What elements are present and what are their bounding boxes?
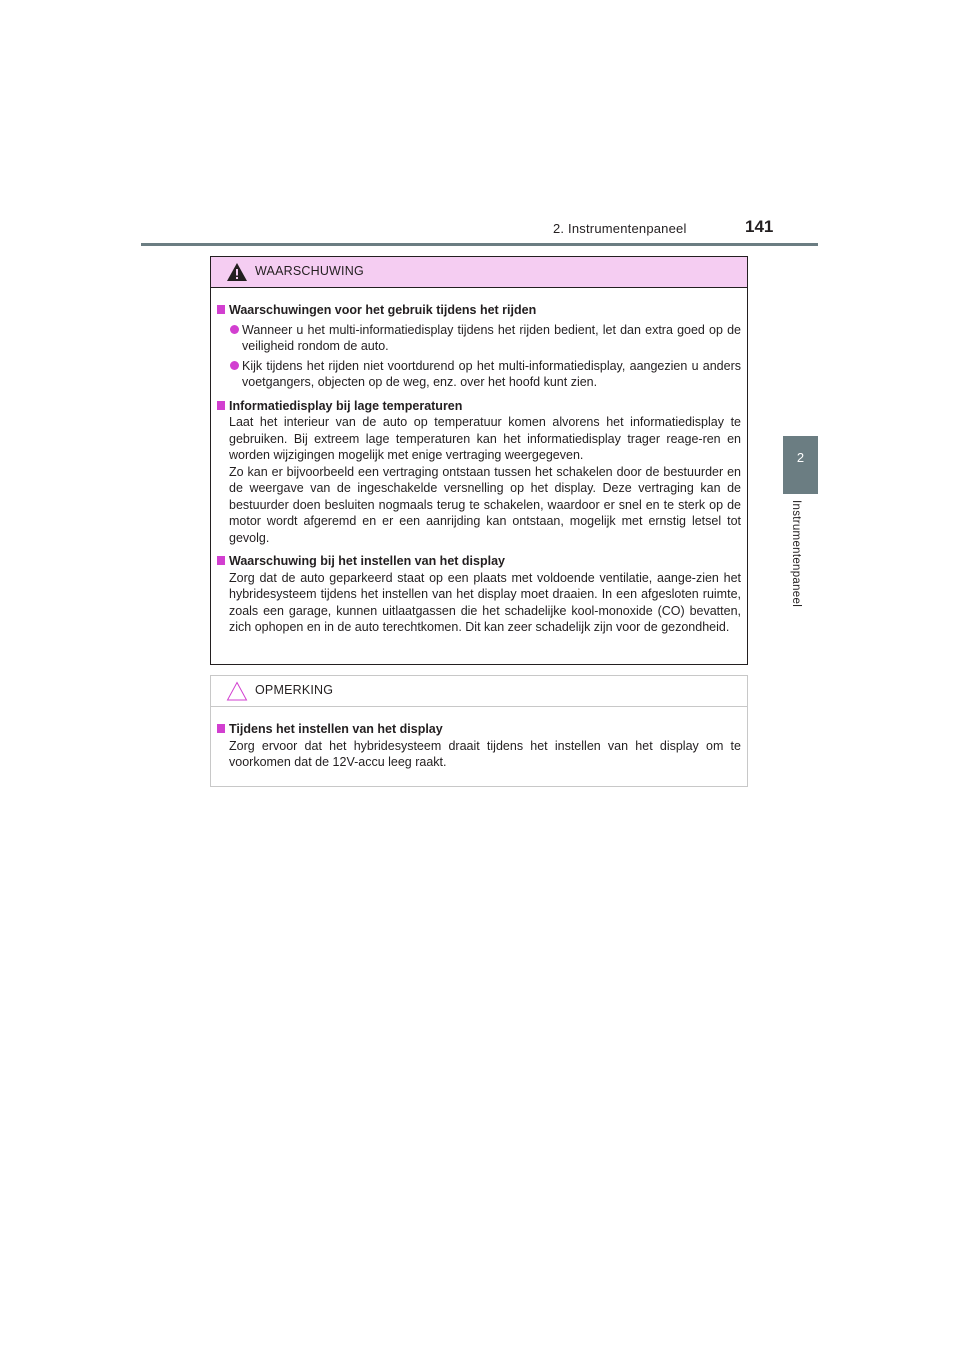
header-section-title: 2. Instrumentenpaneel bbox=[553, 221, 687, 236]
note-box-header bbox=[211, 676, 747, 707]
warning-paragraph: Laat het interieur van de auto op temperatuur komen alvorens het informatiedisplay te gebruiken. Bij extreem lage temperaturen kan het informatiedisplay trager reage-ren en worden wijzigingen mogelijk met enige vertraging weergegeven. bbox=[229, 415, 741, 462]
warning-section-title bbox=[217, 553, 741, 570]
warning-bullet-text: Kijk tijdens het rijden niet voortdurend op het multi-informatiedisplay, aangezien u anders voetgangers, objecten op de weg, enz. over het hoofd kunt zien. bbox=[242, 358, 741, 389]
note-box-body bbox=[211, 707, 747, 771]
warning-section bbox=[217, 302, 741, 391]
warning-box bbox=[210, 256, 748, 665]
warning-box-title: WAARSCHUWING bbox=[255, 264, 364, 278]
section-square-icon bbox=[217, 556, 225, 565]
bullet-dot-icon bbox=[230, 361, 239, 370]
chapter-tab-label: Instrumentenpaneel bbox=[790, 500, 802, 608]
warning-section-title-text: Waarschuwingen voor het gebruik tijdens het rijden bbox=[229, 303, 537, 317]
page-number: 141 bbox=[745, 217, 774, 236]
note-section bbox=[217, 721, 741, 771]
header-rule bbox=[141, 243, 818, 246]
warning-triangle-icon bbox=[226, 262, 248, 282]
warning-box-body bbox=[211, 288, 747, 636]
bullet-dot-icon bbox=[230, 325, 239, 334]
note-section-title bbox=[217, 721, 741, 738]
warning-section bbox=[217, 398, 741, 547]
chapter-tab-number: 2 bbox=[796, 450, 805, 465]
warning-paragraph: Zo kan er bijvoorbeeld een vertraging ontstaan tussen het schakelen door de bestuurder en de weergave van de ingeschakelde versnelling op het display. Deze vertraging kan de bestuurder doen besluiten nogmaals terug te schakelen, waardoor er snel en te sterk op de motor wordt afgeremd en er een aanrijding kan ontstaan, mogelijk met ernstig letsel tot gevolg. bbox=[229, 464, 741, 545]
warning-section-title-text: Informatiedisplay bij lage temperaturen bbox=[229, 398, 463, 413]
warning-paragraph: Zorg dat de auto geparkeerd staat op een plaats met voldoende ventilatie, aange-zien het hybridesysteem tijdens het instellen van het display moet draaien. In een afgesloten ruimte, zoals een garage, kunnen uitlaatgassen die het schadelijke kool-monoxide (CO) bevatten, zich ophopen en in de auto terechtkomen. Dit kan zeer schadelijk zijn voor de gezondheid. bbox=[229, 570, 741, 634]
note-box-title: OPMERKING bbox=[255, 683, 334, 697]
note-paragraph: Zorg ervoor dat het hybridesysteem draait tijdens het instellen van het display om te voorkomen dat de 12V-accu leeg raakt. bbox=[229, 738, 741, 769]
warning-section-title bbox=[217, 302, 741, 319]
caution-triangle-icon bbox=[226, 681, 248, 701]
warning-section bbox=[217, 553, 741, 636]
note-box bbox=[210, 675, 748, 787]
chapter-tab bbox=[783, 436, 818, 494]
section-square-icon bbox=[217, 724, 225, 733]
section-square-icon bbox=[217, 401, 225, 410]
warning-bullet bbox=[217, 358, 741, 391]
warning-bullet bbox=[217, 322, 741, 355]
warning-section-title-text: Waarschuwing bij het instellen van het display bbox=[229, 554, 505, 568]
section-square-icon bbox=[217, 305, 225, 314]
warning-box-header bbox=[211, 257, 747, 288]
note-section-title-text: Tijdens het instellen van het display bbox=[229, 722, 443, 736]
warning-section-title bbox=[217, 398, 741, 415]
warning-bullet-text: Wanneer u het multi-informatiedisplay tijdens het rijden bedient, let dan extra goed op de veiligheid rondom de auto. bbox=[242, 322, 741, 353]
